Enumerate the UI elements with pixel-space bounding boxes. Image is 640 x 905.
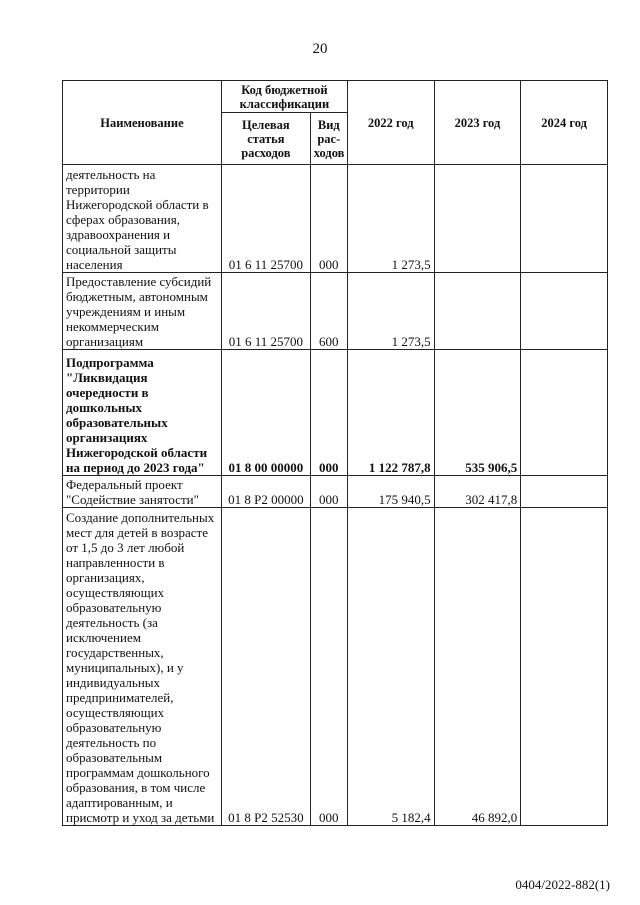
row-name: Предоставление субсидий бюджетным, автономным учреждениям и иным некоммерческим организациям [63,273,222,350]
row-kind: 000 [310,508,347,826]
row-name: деятельность на территории Нижегородской области в сферах образования, здравоохранения и социальной защиты населения [63,165,222,273]
header-2023: 2023 год [434,81,521,165]
row-code: 01 6 11 25700 [221,273,310,350]
budget-table [62,80,608,826]
row-2023: 302 417,8 [434,476,521,508]
header-2022: 2022 год [347,81,434,165]
row-kind: 600 [310,273,347,350]
page-number: 20 [312,41,328,57]
row-name: Создание дополнительных мест для детей в возрасте от 1,5 до 3 лет любой направленности в организациях, осуществляющих образовательную деятельность (за исключением государственных, муниципальных), и у индивидуальных предпринимателей, осуществляющих образовательную деятельность по образовательным программам дошкольного образования, в том числе адаптированным, и присмотр и уход за детьми [63,508,222,826]
table-row [63,476,608,508]
row-2023 [434,165,521,273]
row-2022: 1 273,5 [347,273,434,350]
table-row [63,165,608,273]
row-code: 01 8 P2 00000 [221,476,310,508]
row-kind: 000 [310,350,347,476]
table-row [63,273,608,350]
row-2024 [521,165,608,273]
row-2023: 46 892,0 [434,508,521,826]
row-2024 [521,476,608,508]
row-2023: 535 906,5 [434,350,521,476]
row-2022: 175 940,5 [347,476,434,508]
row-code: 01 8 P2 52530 [221,508,310,826]
header-2024: 2024 год [521,81,608,165]
row-code: 01 6 11 25700 [221,165,310,273]
row-2024 [521,273,608,350]
row-2023 [434,273,521,350]
row-code: 01 8 00 00000 [221,350,310,476]
row-2022: 5 182,4 [347,508,434,826]
header-name: Наименование [63,81,222,165]
row-kind: 000 [310,476,347,508]
header-target-article: Целевая статья расходов [221,113,310,165]
row-2024 [521,508,608,826]
row-name: Федеральный проект "Содействие занятости" [63,476,222,508]
row-name: Подпрограмма "Ликвидация очередности в дошкольных образовательных организациях Нижегородской области на период до 2023 года" [63,350,222,476]
table-row [63,350,608,476]
row-kind: 000 [310,165,347,273]
row-2024 [521,350,608,476]
header-expense-type: Вид рас-ходов [310,113,347,165]
header-code-group: Код бюджетной классификации [221,81,347,113]
document-number: 0404/2022-882(1) [515,877,610,892]
table-row [63,508,608,826]
row-2022: 1 273,5 [347,165,434,273]
row-2022: 1 122 787,8 [347,350,434,476]
